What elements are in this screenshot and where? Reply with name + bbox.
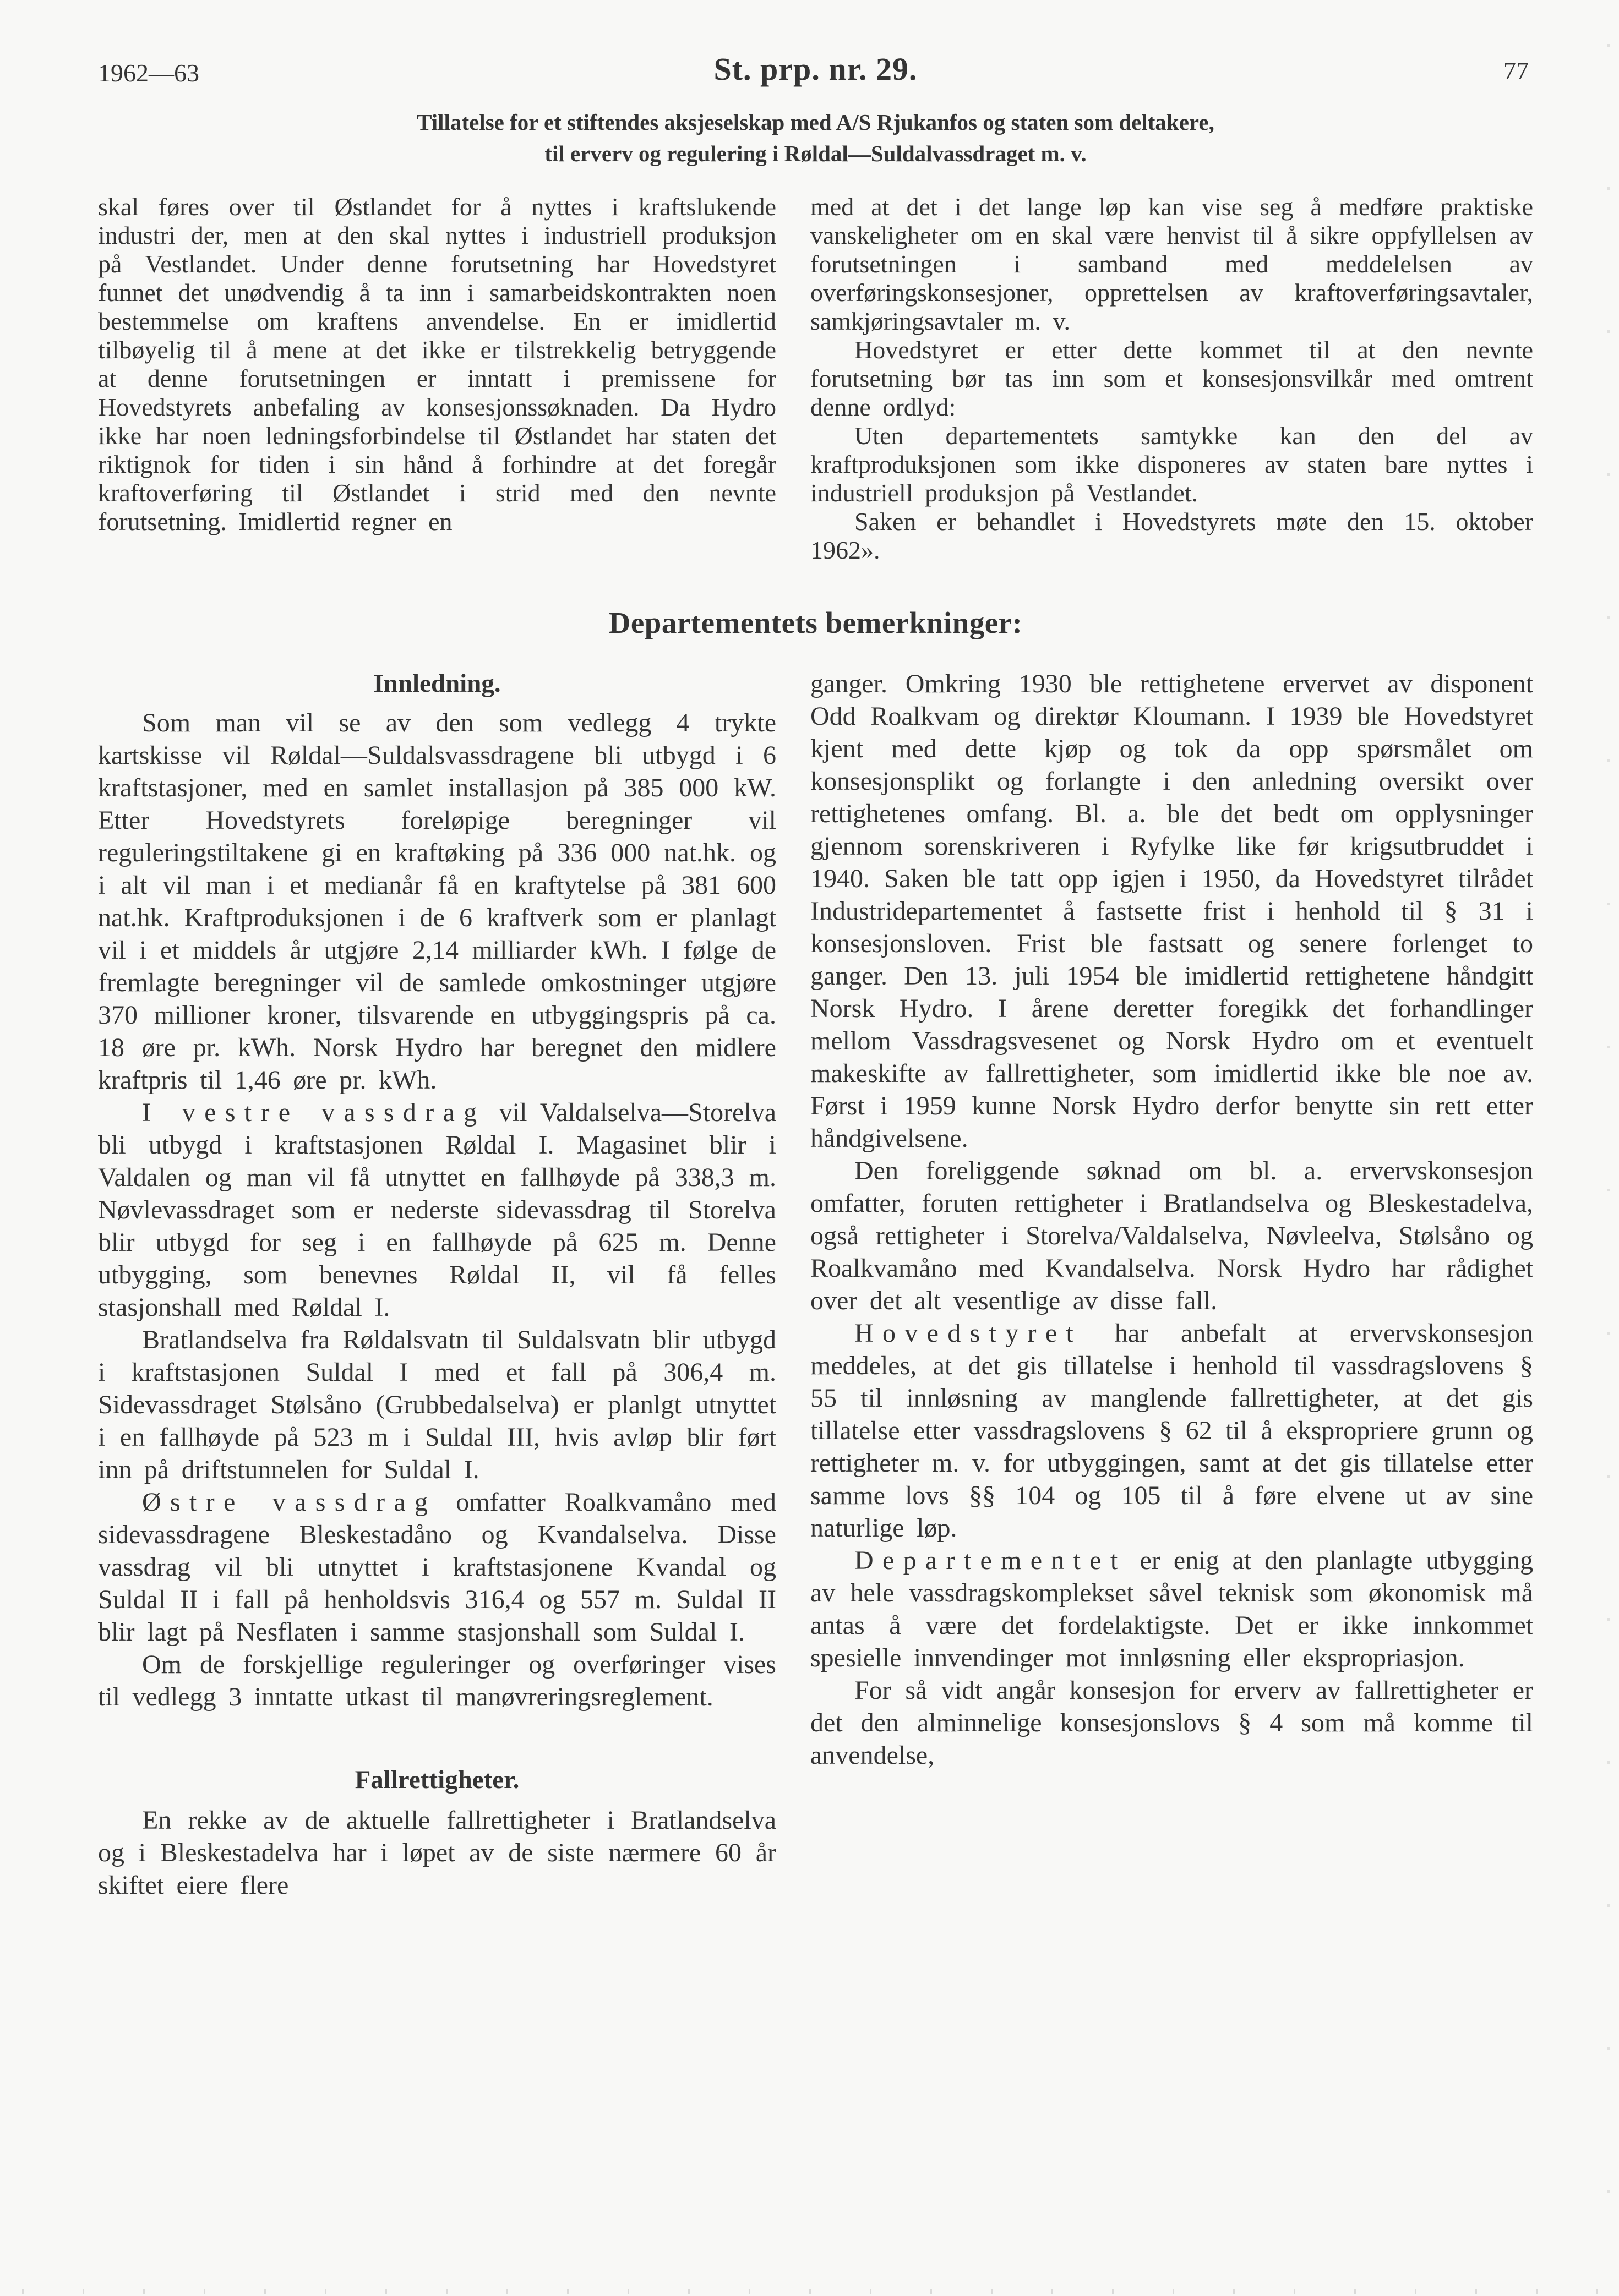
quote-left-column [98,193,776,536]
remarks-section [98,668,1533,1901]
spaced-lead-vestre-vassdrag: I vestre vassdrag [142,1098,486,1127]
remarks-left-paragraph [98,1486,776,1648]
document-title: St. prp. nr. 29. [713,51,918,87]
remarks-right-paragraph [810,1544,1533,1674]
quote-right-paragraph: Uten departementets samtykke kan den del av kraftproduksjonen som ikke disponeres av staten bare nyttes i industriell produksjon på Vestlandet. [810,422,1533,507]
document-subtitle [98,107,1533,170]
remarks-left-paragraph [98,1096,776,1324]
spaced-lead-hovedstyret: Hovedstyret [854,1319,1083,1348]
quote-section [98,193,1533,565]
remarks-right-paragraph [810,1317,1533,1544]
spaced-lead-departementet: Departementet [854,1546,1127,1575]
remarks-left-paragraph: Bratlandselva fra Røldalsvatn til Suldalsvatn blir utbygd i kraftstasjonen Suldal I med et fall på 306,4 m. Sidevassdraget Stølsåno (Grubbedalselva) er planlgt utnyttet i en fallhøyde på 523 m i Suldal III, hvis avløp blir ført inn på driftstunnelen for Suldal I. [98,1325,776,1484]
remarks-left-column [98,668,776,1901]
session-label: 1962—63 [98,59,199,87]
remarks-right-paragraph: ganger. Omkring 1930 ble rettighetene ervervet av disponent Odd Roalkvam og direktør Kloumann. I 1939 ble Hovedstyret kjent med dette kjøp og tok da opp spørsmålet om konsesjonsplikt og forlangte i den anledning oversikt over rettighetenes omfang. Bl. a. ble det bedt om opplysninger gjennom sorenskriveren i Ryfylke like før krigsutbruddet i 1940. Saken ble tatt opp igjen i 1950, da Hovedstyret tilrådet Industridepartementet å fastsette frist i henhold til § 31 i konsesjonsloven. Frist ble fastsatt og senere forlenget to ganger. Den 13. juli 1954 ble imidlertid rettighetene håndgitt Norsk Hydro. I årene deretter foregikk det forhandlinger mellom Vassdragsvesenet og Norsk Hydro om et eventuelt makeskifte av fallrettigheter, som imidlertid ikke ble noe av. Først i 1959 kunne Norsk Hydro derfor benytte sin rett etter håndgivelsene. [810,669,1533,1153]
remarks-right-paragraph: Den foreliggende søknad om bl. a. ervervskonsesjon omfatter, foruten rettigheter i Bratlandselva og Bleskestadelva, også rettigheter i Storelva/Valdalselva, Nøvleelva, Stølsåno og Roalkvamåno med Kvandalselva. Norsk Hydro har rådighet over det alt vesentlige av disse fall. [810,1156,1533,1315]
scan-artifact-right-edge [1607,44,1610,2230]
quote-right-paragraph: med at det i det lange løp kan vise seg å medføre praktiske vanskeligheter om en skal være henvist til å sikre oppfyllelsen av forutsetningen i samband med meddelelsen av overføringskonsesjoner, opprettelsen av kraftoverføringsavtaler, samkjøringsavtaler m. v. [810,193,1533,335]
remarks-left-paragraph: Om de forskjellige reguleringer og overføringer vises til vedlegg 3 inntatte utkast til manøvreringsreglement. [98,1650,776,1712]
remarks-right-column [810,668,1533,1772]
quote-left-paragraph: skal føres over til Østlandet for å nyttes i kraftslukende industri der, men at den skal nyttes i industriell produksjon på Vestlandet. Under denne forutsetning har Hovedstyret funnet det unødvendig å ta inn i samarbeidskontrakten noen bestemmelse om kraftens anvendelse. En er imidlertid tilbøyelig til å mene at det ikke er tilstrekkelig betryggende at denne forutsetningen er inntatt i premissene for Hovedstyrets anbefaling av konsesjonssøknaden. Da Hydro ikke har noen ledningsforbindelse til Østlandet har staten det riktignok for tiden i sin hånd å forhindre at det foregår kraftoverføring til Østlandet i strid med den nevnte forutsetning. Imidlertid regner en [98,193,776,535]
page-number: 77 [1503,57,1529,85]
remarks-left-paragraph: En rekke av de aktuelle fallrettigheter i Bratlandselva og i Bleskestadelva har i løpet av de siste nærmere 60 år skiftet eiere flere [98,1806,776,1900]
paragraph-continuation: omfatter Roalkvamåno med sidevassdragene Bleskestadåno og Kvandalselva. Disse vassdrag vil bli utnyttet i kraftstasjonene Kvandal og Suldal II i fall på henholdsvis 316,4 og 557 m. Suldal II blir lagt på Nesflaten i samme stasjonshall som Suldal I. [98,1488,776,1647]
subheading-innledning: Innledning. [373,669,501,698]
scan-artifact-bottom-edge [22,2289,1602,2294]
paragraph-continuation: har anbefalt at ervervskonsesjon meddeles, at det gis tillatelse i henhold til vassdragslovens § 55 til innløsning av manglende fallrettigheter, at det gis tillatelse etter vassdragslovens § 62 til å ekspropriere grunn og rettigheter m. v. for utbyggingen, samt at det gis tillatelse etter samme lovs §§ 104 og 105 til å føre elvene ut av sine naturlige løp. [810,1319,1533,1543]
remarks-left-paragraph: Som man vil se av den som vedlegg 4 trykte kartskisse vil Røldal—Suldalsvassdragene bli utbygd i 6 kraftstasjoner, med en samlet installasjon på 385 000 kW. Etter Hovedstyrets foreløpige beregninger vil reguleringstiltakene gi en kraftøking på 336 000 nat.hk. og i alt vil man i et medianår få en kraftytelse på 381 600 nat.hk. Kraftproduksjonen i de 6 kraftverk som er planlagt vil i et middels år utgjøre 2,14 milliarder kWh. I følge de fremlagte beregninger vil de samlede omkostninger utgjøre 370 millioner kroner, tilsvarende en utbyggingspris på ca. 18 øre pr. kWh. Norsk Hydro har beregnet den midlere kraftpris til 1,46 øre pr. kWh. [98,708,776,1095]
quote-right-column [810,193,1533,565]
paragraph-continuation: er enig at den planlagte utbygging av hele vassdragskomplekset såvel teknisk som økonomisk må antas å være det fordelaktigste. Det er ikke innkommet spesielle innvendinger mot innløsning eller ekspropriasjon. [810,1546,1533,1672]
paragraph-continuation: vil Valdalselva—Storelva bli utbygd i kraftstasjonen Røldal I. Magasinet blir i Valdalen og man vil få utnyttet en fallhøyde på 338,3 m. Nøvlevassdraget som er nederste sidevassdrag til Storelva blir utbygd for seg i en fallhøyde på 625 m. Denne utbygging, som benevnes Røldal II, vil få felles stasjonshall med Røldal I. [98,1098,776,1322]
spaced-lead-ostre-vassdrag: Østre vassdrag [142,1488,437,1517]
quote-right-paragraph: Hovedstyret er etter dette kommet til at den nevnte forutsetning bør tas inn som et konsesjonsvilkår med omtrent denne ordlyd: [810,336,1533,421]
page-header [98,51,1533,97]
quote-right-paragraph: Saken er behandlet i Hovedstyrets møte den 15. oktober 1962». [810,507,1533,564]
subheading-fallrettigheter: Fallrettigheter. [355,1765,520,1794]
remarks-right-paragraph: For så vidt angår konsesjon for erverv av fallrettigheter er det den alminnelige konsesjonslovs § 4 som må komme til anvendelse, [810,1676,1533,1770]
subtitle-line-2: til erverv og regulering i Røldal—Suldalvassdraget m. v. [544,141,1087,166]
remarks-section-heading: Departementets bemerkninger: [608,606,1023,639]
subtitle-line-1: Tillatelse for et stiftendes aksjeselskap med A/S Rjukanfos og staten som deltakere, [417,110,1214,135]
